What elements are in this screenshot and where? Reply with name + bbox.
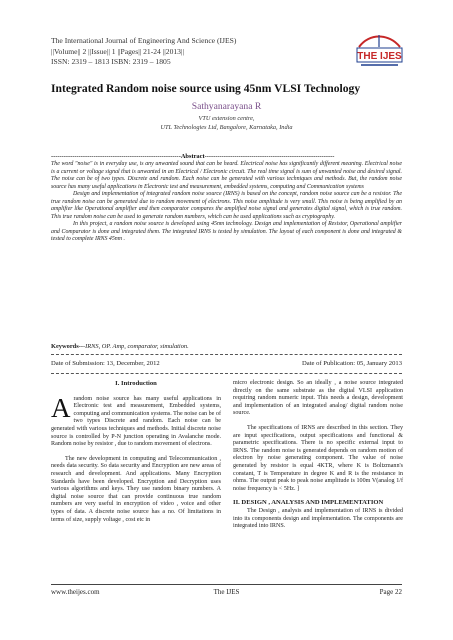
keywords-label: Keywords-- bbox=[51, 343, 83, 350]
abstract-body bbox=[51, 161, 402, 244]
right-paragraph-1: micro electronic design. So an ideally , a noise source integrated directly on the same substrate as the digital VLSI application requiring random numeric input. This needs a design, development and implementation of an integrated analog/ digital random noise source. bbox=[233, 380, 403, 417]
right-paragraph-2: The specifications of IRNS are described in this section. They are input specifications, output specifications and functional & parametric specifications. There is no specific external input to IRNS. The random noise is generated depends on random motion of electron by noise generating component. The value of noise generated by resistor is equal 4KTR, where K is Boltzmann's constant, T is Temperature in degree K and R is the resistance in ohms. The output peak to peak noise amplitude is 100m V(analog 1/f noise frequency is < 5Hz. ] bbox=[233, 424, 403, 492]
section-heading-design: II. DESIGN , ANALYSIS AND IMPLEMENTATION bbox=[233, 499, 384, 507]
footer-journal: The IJES bbox=[213, 588, 240, 596]
journal-issn: ISSN: 2319 – 1813 ISBN: 2319 – 1805 bbox=[51, 57, 171, 67]
intro-paragraph-1-text: random noise source has many useful applications in Electronic test and measurement, Embedded systems, computing and communication systems. The noise can be of two types Discrete and random. Each noise can be generated with various techniques and methods. Initial discrete noise source is controlled by P-N junction operating in Avalanche mode. Random noise by resistor , due to random movement of electrons. bbox=[51, 395, 221, 448]
abstract-paragraph-2: Design and implementation of integrated random noise source (IRNS) is based on the concept, random noise source can be a resistor. The true random noise can be generated due to random movement of electrons. This noise amplitude is very small. This noise is being amplified by an amplifier like Operational amplifier and then comparator compares the amplified noise signal and generates digital signal, which is true random. This true random noise can be used to generate random numbers, which can be used applications such as cryptography. bbox=[51, 191, 402, 220]
keywords-text: -IRNS, OP. Amp, comparator, simulation. bbox=[82, 343, 189, 350]
author-affiliation-2: UTL Technologies Ltd, Bangalore, Karnataka, India bbox=[160, 124, 293, 131]
right-column bbox=[233, 380, 403, 531]
journal-volume: ||Volume|| 2 ||Issue|| 1 ||Pages|| 21-24 ||2013|| bbox=[51, 46, 185, 56]
page-footer bbox=[51, 588, 402, 598]
keywords-line bbox=[51, 343, 402, 350]
journal-name: The International Journal of Engineering And Science (IJES) bbox=[51, 36, 237, 45]
footer-website[interactable]: www.theijes.com bbox=[51, 588, 100, 596]
paper-title: Integrated Random noise source using 45nm VLSI Technology bbox=[51, 82, 361, 95]
dates-line bbox=[51, 360, 402, 370]
section-heading-introduction: I. Introduction bbox=[115, 380, 157, 387]
author-affiliation-1: VTU extension centre, bbox=[198, 115, 255, 122]
right-paragraph-3: The Design , analysis and implementation of IRNS is divided into its components design and implementation. The components are integrated into IRNS. bbox=[233, 507, 403, 530]
left-column bbox=[51, 380, 221, 524]
divider-top bbox=[51, 354, 402, 355]
logo-text: THE IJES bbox=[357, 51, 402, 62]
intro-paragraph-2: The new development in computing and Telecommunication , needs data security. So data security and Encryption are new areas of research and development. And applications. Many Encryption Standards have been developed. Encryption and Decryption uses various algorithms and keys. They use random binary numbers. A digital noise source that can provide continuous true random numbers are very useful in encryption of video , voice and other types of data. A discrete noise source has a no. Of limitations in terms of size, supply voltage , cost etc in bbox=[51, 455, 221, 523]
paper-author: Sathyanarayana R bbox=[191, 101, 262, 112]
abstract-heading: -------------------------------------------------------------Abstract------------------------------------------------------------- bbox=[51, 153, 335, 160]
submission-date: Date of Submission: 13, December, 2012 bbox=[51, 360, 160, 367]
publication-date: Date of Publication: 05, January 2013 bbox=[302, 360, 402, 367]
footer-page-number: Page 22 bbox=[379, 588, 402, 596]
divider-bottom bbox=[51, 373, 402, 374]
abstract-paragraph-1: The word "noise" is in everyday use, is any unwanted sound that can be heard. Electrical noise has significantly different meaning. Electrical noise is a current or voltage signal that is unwanted in an Electrical / Electronic circuit. The real time signal is sum of unwanted noise and desired signal. The noise can be of two types. Discrete and random. Each noise can be generated with various techniques and methods. But, the random noise source has many useful applications in Electronic test and measurement, embedded systems, computing and Communication systems bbox=[51, 161, 402, 190]
footer-divider bbox=[51, 584, 402, 585]
intro-paragraph-1 bbox=[51, 392, 221, 449]
abstract-paragraph-3: In this project, a random noise source is developed using 45nm technology. Design and implementation of Resistor, Operational amplifier and Comparator is done and integrated them. The integrated IRNS is tested by simulation. The layout of each component is done and integrated & tested to complete IRNS 45nm . bbox=[51, 221, 402, 243]
journal-logo bbox=[355, 31, 404, 72]
drop-cap: A bbox=[51, 392, 71, 423]
journal-header bbox=[51, 36, 351, 68]
